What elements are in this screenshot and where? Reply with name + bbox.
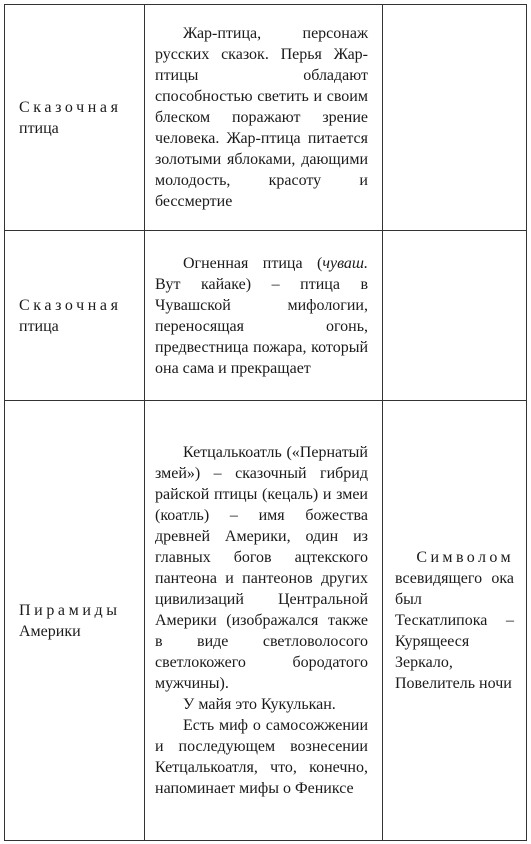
description-paragraph	[155, 253, 368, 379]
row-description-cell	[145, 231, 383, 401]
description-paragraph: Жар-птица, персонаж русских сказок. Перья Жар-птицы обладают способностью светить и своим блеском поражают зрение человека. Жар-птица питается золотыми яблоками, дающими молодость, красоту и бессмертие	[155, 25, 368, 210]
note-first-line: Символом	[416, 549, 514, 566]
row-note-cell	[383, 5, 527, 231]
row-label-cell	[5, 231, 145, 401]
table-row	[5, 5, 527, 231]
row-label-cell	[5, 5, 145, 231]
table-row	[5, 401, 527, 841]
note-text: всевидящего ока был Тескатлипока – Курящееся Зеркало, Повелитель ночи	[395, 570, 514, 692]
description-paragraph: Есть миф о самосожжении и последующем вознесении Кетцалькоатля, что, конечно, напоминает мифы о Фениксе	[155, 717, 368, 797]
row-note-cell	[383, 401, 527, 841]
row-description-cell	[145, 5, 383, 231]
paragraph-text: Огненная птица (	[183, 254, 323, 272]
row-description-cell	[145, 401, 383, 841]
description-paragraph: У майя это Кукулькан.	[183, 696, 336, 713]
row-label-cell	[5, 401, 145, 841]
description-paragraph: Кетцалькоатль («Пернатый змей») – сказочный гибрид райской птицы (кецаль) и змеи (коатль) – имя божества древней Америки, один из главных богов ацтекского пантеона и пантеонов других цивилизаций Центральной Америки (изображался также в виде светловолосого светлокожего бородатого мужчины).	[155, 444, 368, 692]
row-note-cell	[383, 231, 527, 401]
row-label-line2: птица	[19, 317, 59, 335]
language-abbreviation: чуваш.	[322, 254, 368, 272]
table-row	[5, 231, 527, 401]
row-label-line2: Америки	[19, 622, 81, 640]
content-table	[4, 4, 527, 841]
row-label-line1: Сказочная	[19, 98, 122, 116]
row-label-line1: Сказочная	[19, 296, 122, 314]
row-label-line1: Пирамиды	[19, 601, 121, 619]
row-label-line2: птица	[19, 119, 59, 137]
paragraph-text: Вут кайаке) – птица в Чувашской мифологии, переносящая огонь, предвестница пожара, который она сама и прекращает	[155, 275, 368, 377]
